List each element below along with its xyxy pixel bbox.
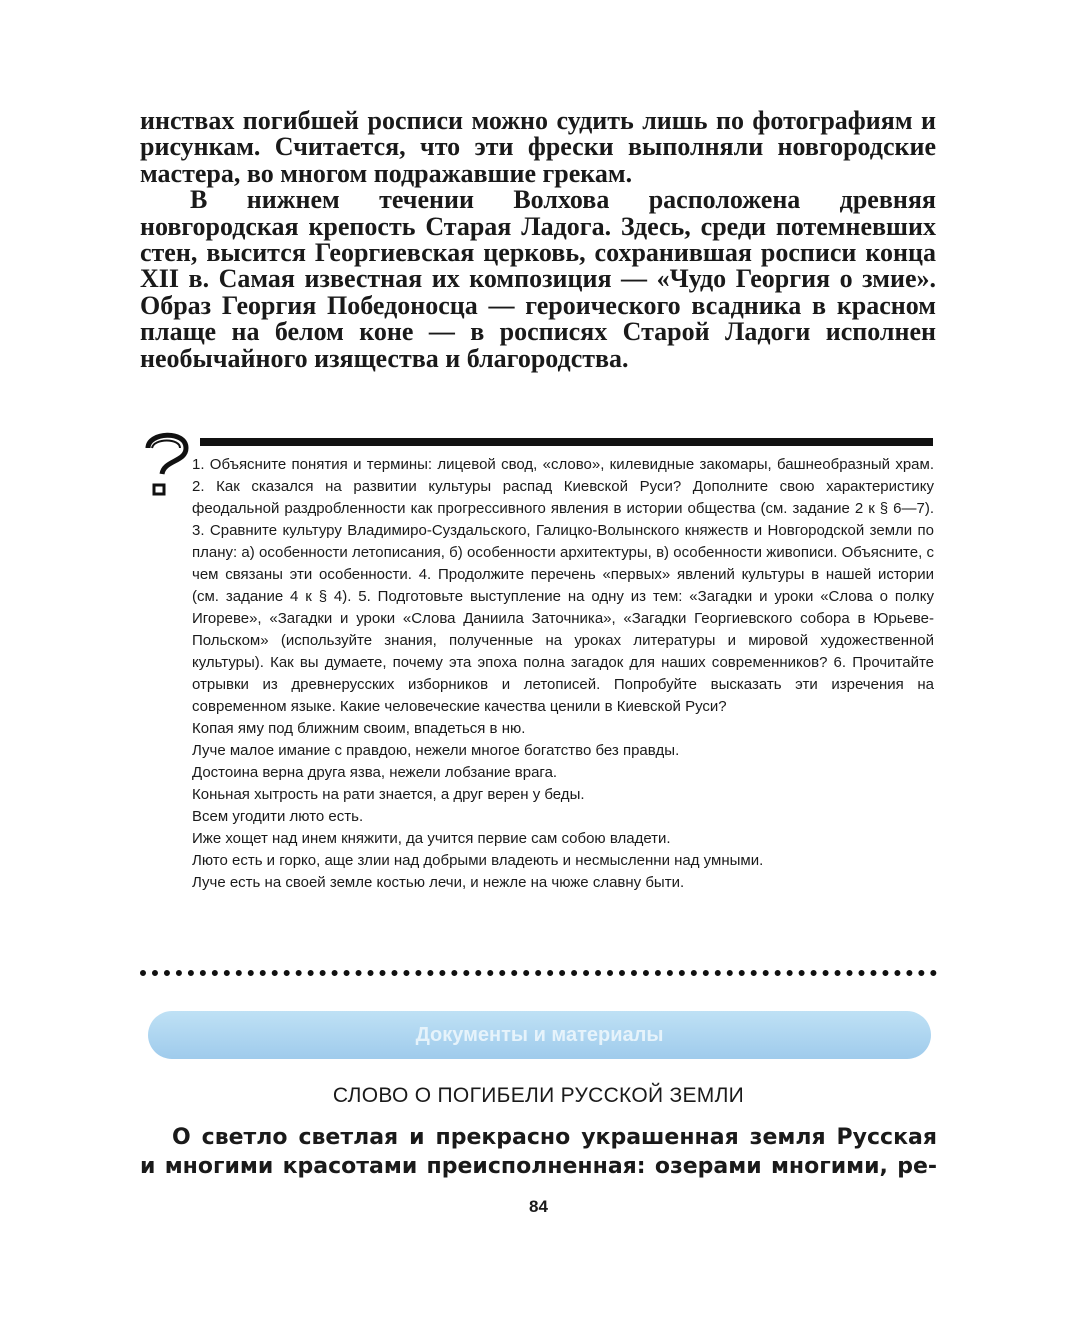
saying: Луче есть на своей земле костью лечи, и нежле на чюже славну быти. xyxy=(192,874,685,891)
paragraph-2: В нижнем течении Волхова расположена древняя новгородская крепость Старая Ладога. Здесь, среди потемневших стен, высится Георгиевская церковь, сохранившая росписи конца XII в. Самая известная их композиция — «Чудо Георгия о змие». Образ Георгия Победоносца — героического всадника в красном плаще на белом коне — в росписях Старой Ладоги исполнен необычайного изящества и благородства. xyxy=(140,185,936,373)
page-number: 84 xyxy=(529,1197,548,1216)
saying: Люто есть и горко, аще злии над добрыми владеють и несмысленни над умными. xyxy=(192,852,764,869)
document-title: СЛОВО О ПОГИБЕЛИ РУССКОЙ ЗЕМЛИ xyxy=(332,1084,745,1107)
questions-block xyxy=(192,454,934,894)
saying: Достоина верна друга язва, нежели лобзание врага. xyxy=(192,764,558,781)
document-text-block xyxy=(140,1123,937,1181)
dotted-divider xyxy=(140,970,937,976)
saying: Всем угодити люто есть. xyxy=(192,808,364,825)
saying: Луче малое имание с правдою, нежели многое богатство без правды. xyxy=(192,742,680,759)
paragraph-1: инствах погибшей росписи можно судить лишь по фотографиям и рисункам. Считается, что эти фрески выполняли новгородские мастера, во многом подражавшие грекам. xyxy=(140,106,936,188)
section-banner-label: Документы и материалы xyxy=(415,1023,664,1046)
question-mark-icon xyxy=(140,428,200,498)
saying: Копая яму под ближним своим, впадеться в ню. xyxy=(192,720,526,737)
questions-rule xyxy=(200,438,933,446)
document-text: О светло светлая и прекрасно украшенная земля Русская и многими красотами преисполненная: озерами многими, ре- xyxy=(140,1125,937,1179)
saying: Иже хощет над инем княжити, да учится первие сам собою владети. xyxy=(192,830,671,847)
section-banner xyxy=(148,1011,931,1059)
saying: Коньная хытрость на рати знается, а друг верен у беды. xyxy=(192,786,585,803)
questions-text: 1. Объясните понятия и термины: лицевой свод, «слово», килевидные закомары, башнеобразный храм. 2. Как сказался на развитии культуры распад Киевской Руси? Дополните свою характеристику феодальной раздробленности как прогрессивного явления в истории общества (см. задание 2 к § 6—7). 3. Сравните культуру Владимиро-Суздальского, Галицко-Волынского княжеств и Новгородской земли по плану: а) особенности летописания, б) особенности архитектуры, в) особенности живописи. Объясните, с чем связаны эти особенности. 4. Продолжите перечень «первых» явлений культуры в нашей истории (см. задание 4 к § 4). 5. Подготовьте выступление на одну из тем: «Загадки и уроки «Слова о полку Игореве», «Загадки и уроки «Слова Даниила Заточника», «Загадки Георгиевского собора в Юрьеве-Польском» (используйте знания, полученные на уроках литературы и мировой художественной культуры). Как вы думаете, почему эта эпоха полна загадок для наших современников? 6. Прочитайте отрывки из древнерусских изборников и летописей. Попробуйте высказать эти изречения на современном языке. Какие человеческие качества ценили в Киевской Руси? xyxy=(192,456,934,715)
main-text xyxy=(140,108,936,372)
